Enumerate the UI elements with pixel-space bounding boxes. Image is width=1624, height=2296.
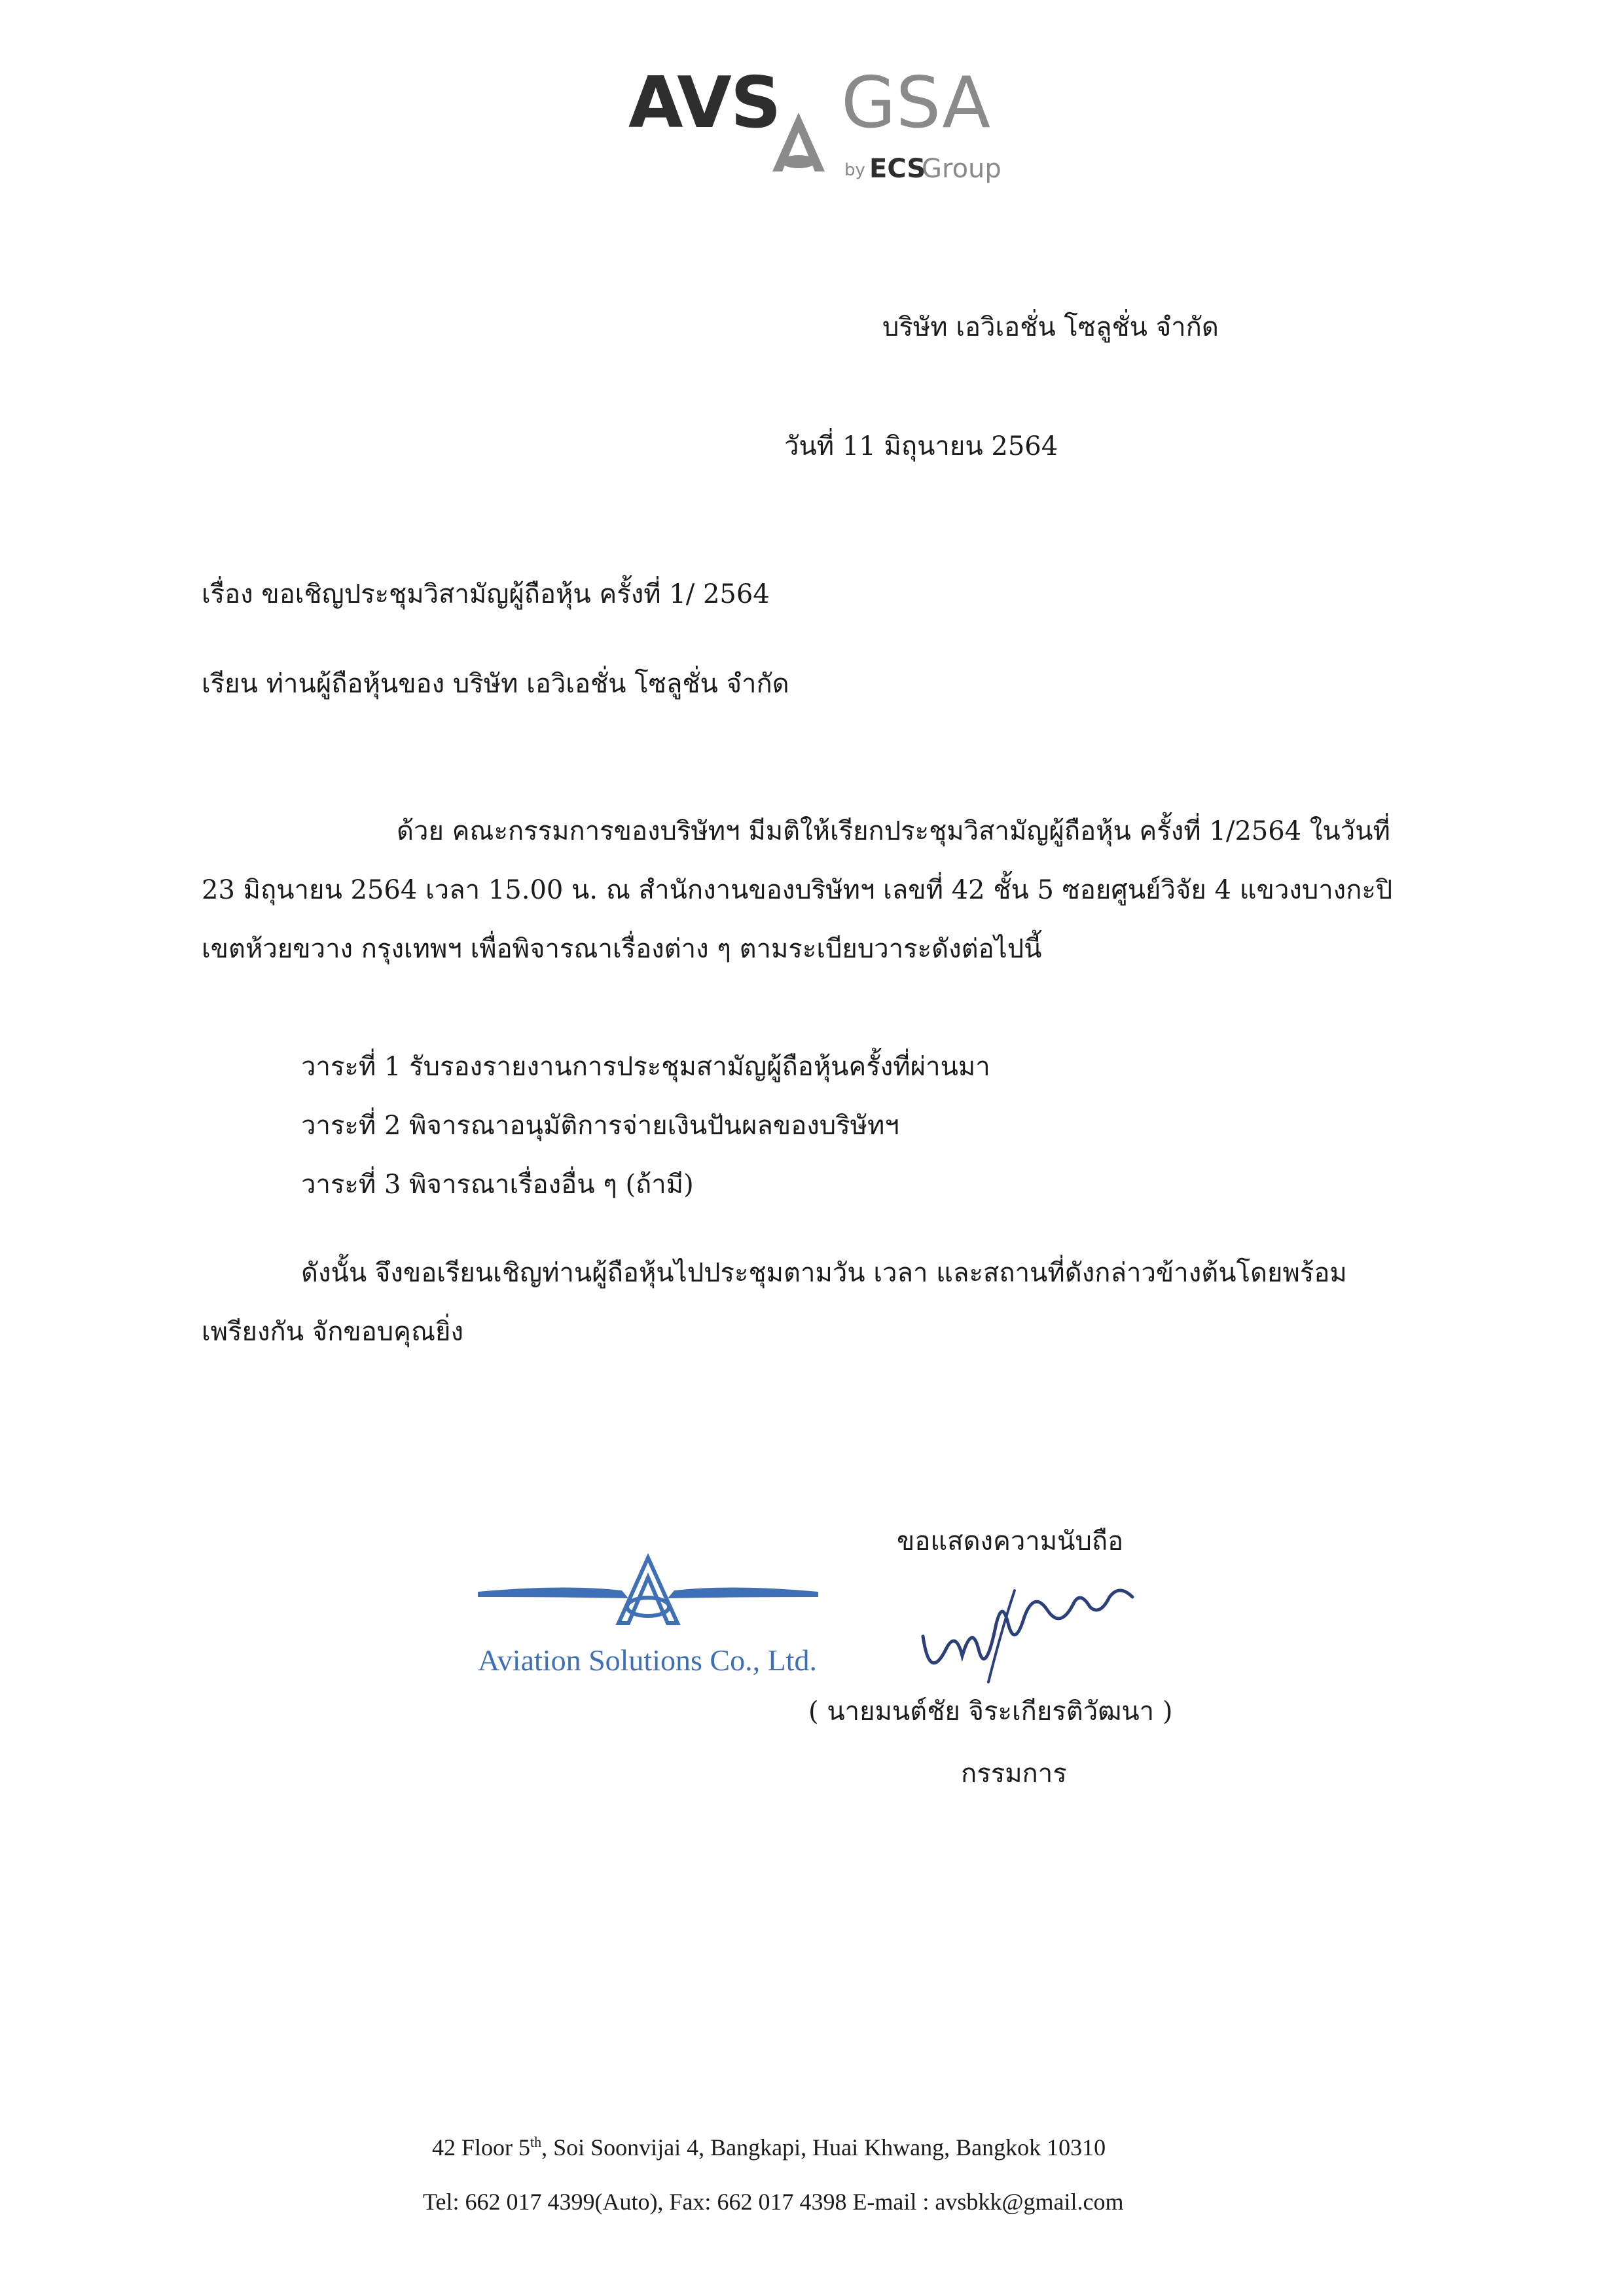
logo-avs-text: AVS <box>628 62 780 144</box>
signer-name: ( นายมนต์ชัย จิระเกียรติวัฒนา ) <box>808 1696 1173 1727</box>
footer-address <box>432 2134 1106 2161</box>
footer-contact: Tel: 662 017 4399(Auto), Fax: 662 017 4398 E-mail : avsbkk@gmail.com <box>423 2189 1124 2215</box>
footer-address-post: , Soi Soonvijai 4, Bangkapi, Huai Khwang, Bangkok 10310 <box>541 2134 1106 2161</box>
company-logo <box>628 62 1008 193</box>
company-name: บริษัท เอวิเอชั่น โซลูชั่น จำกัด <box>882 312 1219 342</box>
stamp-text: Aviation Solutions Co., Ltd. <box>478 1643 817 1677</box>
agenda-item-3: วาระที่ 3 พิจารณาเรื่องอื่น ๆ (ถ้ามี) <box>301 1170 694 1200</box>
footer-address-pre: 42 Floor 5 <box>432 2134 531 2161</box>
subject-line: เรื่อง ขอเชิญประชุมวิสามัญผู้ถือหุ้น ครั้งที่ 1/ 2564 <box>202 579 770 609</box>
logo-plane-icon <box>763 109 841 181</box>
signature-scribble-icon <box>910 1551 1146 1689</box>
closing-text: ขอแสดงความนับถือ <box>897 1526 1124 1556</box>
footer-address-sup: th <box>530 2134 542 2150</box>
agenda-item-2: วาระที่ 2 พิจารณาอนุมัติการจ่ายเงินปันผลของบริษัทฯ <box>301 1111 899 1141</box>
logo-ecs-text: ECS <box>869 154 926 184</box>
date-line: วันที่ 11 มิถุนายน 2564 <box>784 431 1058 461</box>
body-line-4: ดังนั้น จึงขอเรียนเชิญท่านผู้ถือหุ้นไปประชุมตามวัน เวลา และสถานที่ดังกล่าวข้างต้นโดยพร้อม <box>301 1258 1347 1288</box>
body-line-2: 23 มิถุนายน 2564 เวลา 15.00 น. ณ สำนักงานของบริษัทฯ เลขที่ 42 ชั้น 5 ซอยศูนย์วิจัย 4 แขวงบางกะปิ <box>202 875 1393 905</box>
stamp-wing-icon <box>471 1551 825 1643</box>
body-line-1: ด้วย คณะกรรมการของบริษัทฯ มีมติให้เรียกประชุมวิสามัญผู้ถือหุ้น ครั้งที่ 1/2564 ในวันที่ <box>397 816 1390 846</box>
body-line-5: เพรียงกัน จักขอบคุณยิ่ง <box>202 1317 464 1347</box>
company-stamp <box>471 1551 825 1689</box>
recipient-line: เรียน ท่านผู้ถือหุ้นของ บริษัท เอวิเอชั่น โซลูชั่น จำกัด <box>202 669 789 699</box>
logo-group-text: Group <box>922 154 1001 184</box>
signature <box>910 1551 1146 1689</box>
signer-title: กรรมการ <box>961 1759 1067 1789</box>
agenda-item-1: วาระที่ 1 รับรองรายงานการประชุมสามัญผู้ถือหุ้นครั้งที่ผ่านมา <box>301 1052 990 1082</box>
logo-gsa-text: GSA <box>841 62 991 144</box>
body-line-3: เขตห้วยขวาง กรุงเทพฯ เพื่อพิจารณาเรื่องต่าง ๆ ตามระเบียบวาระดังต่อไปนี้ <box>202 934 1042 964</box>
logo-by-text: by <box>844 160 865 180</box>
